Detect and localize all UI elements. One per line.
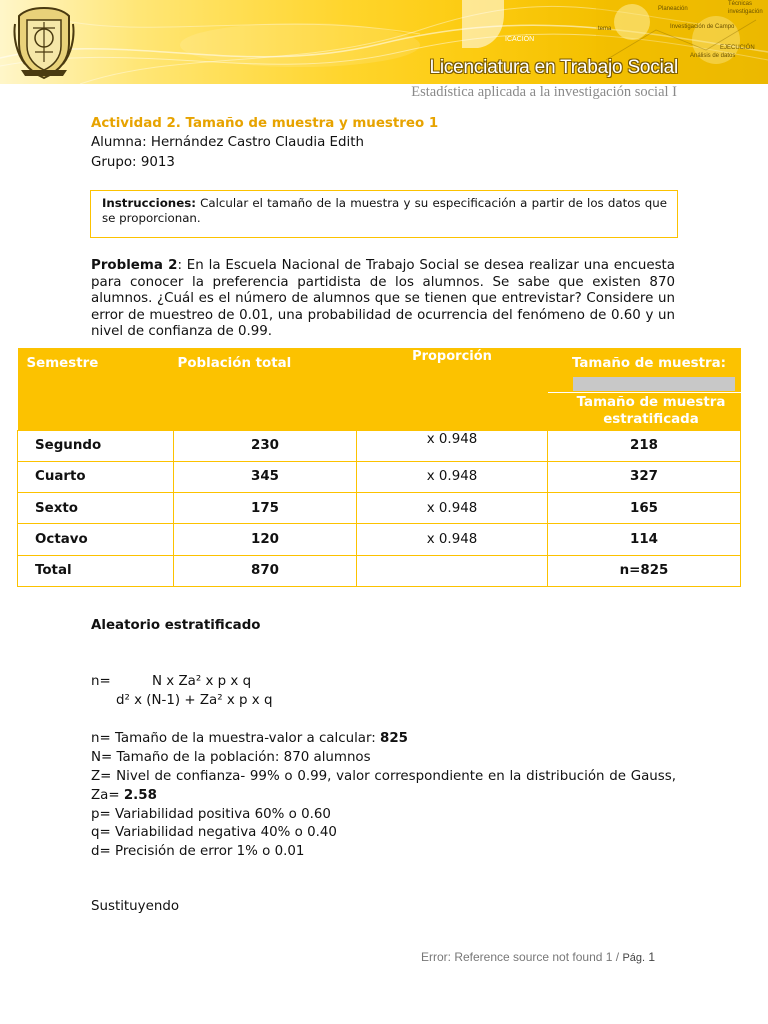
header-poblacion: Población total — [174, 348, 357, 430]
problem-statement — [91, 258, 675, 341]
instructions-text: Calcular el tamaño de la muestra y su especificación a partir de los datos que se proporcionan. — [102, 196, 667, 225]
page-footer — [421, 950, 655, 964]
definition-Z — [91, 767, 676, 805]
grey-field — [573, 377, 735, 391]
definition-n-text: n= Tamaño de la muestra-valor a calcular: — [91, 731, 381, 746]
course-subtitle: Estadística aplicada a la investigación social I — [411, 84, 677, 100]
university-seal-icon — [13, 4, 75, 80]
definition-Z-text: Z= Nivel de confianza- 99% o 0.99, valor correspondiente en la distribución de Gauss, Za= — [91, 769, 676, 803]
formula-lhs: n= — [91, 674, 111, 689]
cell-poblacion: 230 — [174, 430, 357, 461]
cell-muestra: 218 — [548, 430, 741, 461]
section-title: Aleatorio estratificado — [91, 618, 261, 633]
cell-semestre: Segundo — [18, 430, 174, 461]
stratified-sample-table — [17, 348, 741, 587]
header-estratificada: Tamaño de muestra estratificada — [548, 392, 741, 430]
cell-poblacion: 120 — [174, 524, 357, 555]
cell-muestra: 327 — [548, 461, 741, 492]
program-title: Licenciatura en Trabajo Social — [429, 57, 678, 78]
footer-error-text: Error: Reference source not found 1 / — [421, 950, 623, 964]
cell-proporcion: x 0.948 — [357, 524, 548, 555]
formula-numerator: N x Za² x p x q — [152, 674, 252, 689]
group-number: Grupo: 9013 — [91, 155, 175, 170]
sustituyendo-label: Sustituyendo — [91, 899, 180, 914]
header-proporcion: Proporción — [357, 348, 548, 430]
header-tamano — [548, 348, 741, 392]
instructions-label: Instrucciones: — [102, 196, 196, 210]
table-row — [18, 493, 741, 524]
cell-muestra: 165 — [548, 493, 741, 524]
cell-muestra: n=825 — [548, 555, 741, 586]
cell-semestre: Sexto — [18, 493, 174, 524]
student-name: Alumna: Hernández Castro Claudia Edith — [91, 135, 364, 150]
instructions-box — [90, 190, 678, 238]
footer-page-number: 1 — [645, 950, 656, 964]
table-row — [18, 430, 741, 461]
problem-text: : En la Escuela Nacional de Trabajo Social se desea realizar una encuesta para conocer la preferencia partidista de los alumnos. Se sabe que existen 870 alumnos. ¿Cuál es el número de alumnos que se tienen que entrevistar? Considere un error de muestreo de 0.01, una probabilidad de ocurrencia del fenómeno de 0.60 y un nivel de confianza de 0.99. — [91, 258, 675, 339]
definition-d: d= Precisión de error 1% o 0.01 — [91, 844, 305, 859]
definition-p: p= Variabilidad positiva 60% o 0.60 — [91, 807, 331, 822]
header-semestre: Semestre — [18, 348, 174, 430]
cell-semestre: Total — [18, 555, 174, 586]
cell-poblacion: 870 — [174, 555, 357, 586]
formula-denominator: d² x (N-1) + Za² x p x q — [116, 693, 273, 708]
cell-proporcion: x 0.948 — [357, 430, 548, 461]
table-row-total — [18, 555, 741, 586]
cell-semestre: Octavo — [18, 524, 174, 555]
cell-semestre: Cuarto — [18, 461, 174, 492]
cell-proporcion: x 0.948 — [357, 493, 548, 524]
cloud-word: EJECUCIÓN — [720, 45, 755, 51]
activity-title: Actividad 2. Tamaño de muestra y muestreo 1 — [91, 116, 439, 131]
table-row — [18, 461, 741, 492]
definition-N: N= Tamaño de la población: 870 alumnos — [91, 750, 371, 765]
header-tamano-label: Tamaño de muestra: — [571, 356, 727, 371]
cloud-word: Análisis de datos — [690, 53, 736, 59]
cell-proporcion — [357, 555, 548, 586]
cell-poblacion: 175 — [174, 493, 357, 524]
footer-page-label: Pág. — [622, 952, 646, 964]
cell-poblacion: 345 — [174, 461, 357, 492]
cell-proporcion: x 0.948 — [357, 461, 548, 492]
cloud-word: ICACIÓN — [505, 36, 535, 43]
definition-n-value: 825 — [380, 731, 408, 746]
table-row — [18, 524, 741, 555]
cloud-word: Planeación — [658, 6, 688, 12]
cloud-word: tema — [598, 26, 612, 32]
cell-muestra: 114 — [548, 524, 741, 555]
definition-q: q= Variabilidad negativa 40% o 0.40 — [91, 825, 337, 840]
cloud-word: Investigación de Campo — [670, 24, 735, 30]
definition-n — [91, 729, 676, 748]
header-banner — [0, 0, 768, 84]
cloud-word: investigación — [728, 9, 763, 15]
cloud-word: Técnicas — [728, 1, 753, 7]
problem-label: Problema 2 — [91, 258, 178, 273]
definition-Z-value: 2.58 — [123, 788, 157, 803]
decorative-shape — [448, 0, 518, 60]
